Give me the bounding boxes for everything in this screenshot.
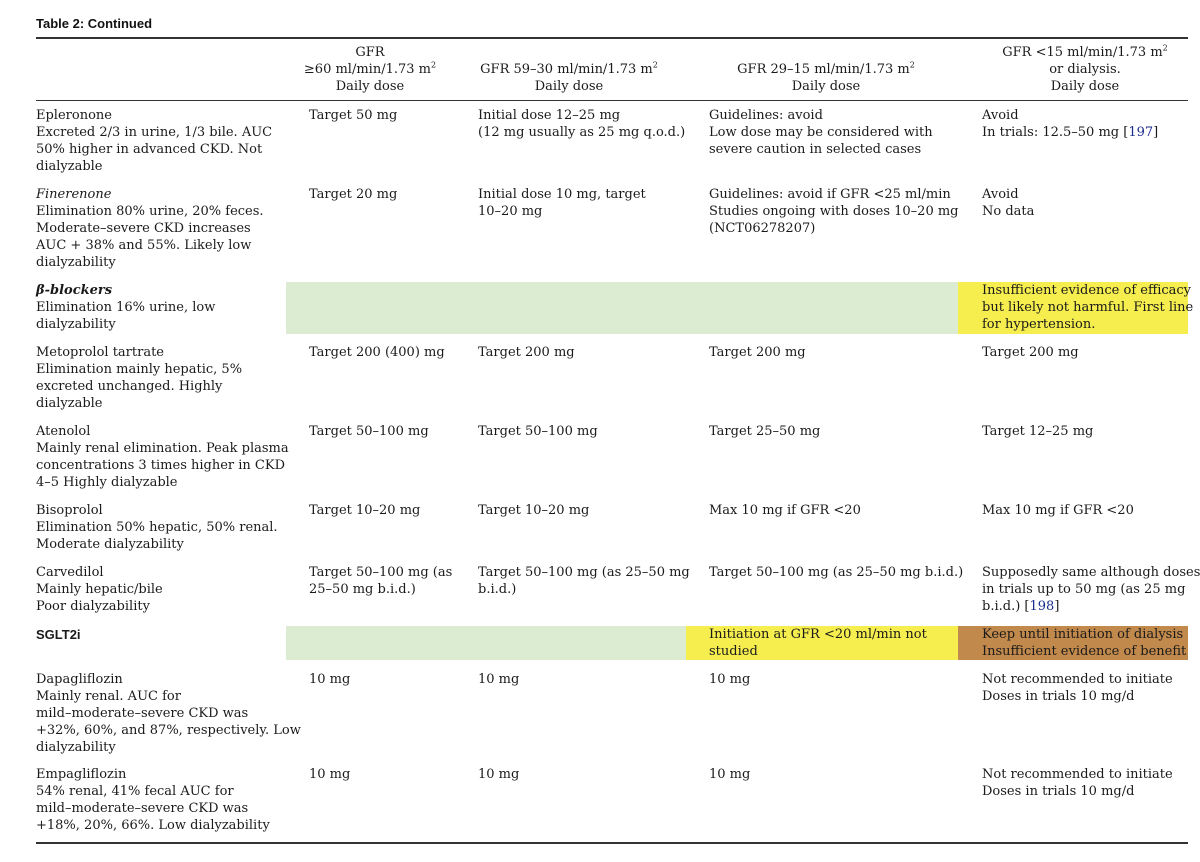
dose-line: Avoid: [982, 108, 1019, 123]
reference-link-197[interactable]: 197: [1128, 125, 1154, 140]
dose-line: b.i.d.): [478, 582, 517, 597]
note-line: Initiation at GFR <20 ml/min not: [709, 627, 927, 642]
dose-line: severe caution in selected cases: [709, 142, 922, 157]
dose-line-with-ref: b.i.d.) [198]: [982, 599, 1060, 614]
drug-desc-line: dialyzable: [36, 396, 103, 411]
header-gfr-15-line1: GFR <15 ml/min/1.73 $m^2$: [1002, 43, 1168, 60]
bisoprolol-gfr59-30-dose: [478, 502, 589, 519]
dose-line: Low dose may be considered with: [709, 125, 933, 140]
dose-line: Target 50–100 mg: [309, 424, 429, 439]
dose-line: Target 200 (400) mg: [309, 345, 445, 360]
dose-line: Target 12–25 mg: [982, 424, 1094, 439]
dose-line: 10 mg: [309, 672, 351, 687]
reference-link-198[interactable]: 198: [1029, 599, 1055, 614]
drug-desc-line: dialyzability: [36, 317, 116, 332]
dose-line: Target 25–50 mg: [709, 424, 821, 439]
finerenone-gfr59-30-dose: [478, 186, 646, 220]
eplerenone-gfr60-dose: [309, 107, 397, 124]
dose-line: Target 20 mg: [309, 187, 398, 202]
drug-desc-line: mild–moderate–severe CKD was: [36, 801, 249, 816]
drug-desc-line: dialyzable: [36, 159, 103, 174]
note-line: for hypertension.: [982, 317, 1096, 332]
bisoprolol-gfr15-dose: [982, 502, 1134, 519]
drug-desc-line: Mainly renal elimination. Peak plasma: [36, 441, 289, 456]
dose-line: No data: [982, 204, 1035, 219]
dose-line: Max 10 mg if GFR <20: [709, 503, 861, 518]
drug-desc-line: mild–moderate–severe CKD was: [36, 706, 249, 721]
metoprolol-gfr59-30-dose: [478, 344, 575, 361]
drug-desc-line: 4–5 Highly dialyzable: [36, 475, 178, 490]
drug-desc-line: Excreted 2/3 in urine, 1/3 bile. AUC: [36, 125, 273, 140]
dose-line: Target 50–100 mg: [478, 424, 598, 439]
atenolol-gfr15-dose: [982, 423, 1093, 440]
header-gfr-59-30-line2: Daily dose: [534, 79, 604, 94]
dose-line: Target 10–20 mg: [309, 503, 421, 518]
drug-desc-line: Moderate dialyzability: [36, 537, 184, 552]
dose-line: Target 50 mg: [309, 108, 398, 123]
header-gfr-60: [285, 44, 455, 95]
eplerenone-gfr59-30-dose: [478, 107, 685, 141]
carvedilol-gfr15-dose: [982, 564, 1200, 615]
finerenone-gfr29-15-dose: [709, 186, 959, 237]
table-row-beta-blockers-drug: [36, 282, 215, 333]
atenolol-gfr29-15-dose: [709, 423, 820, 440]
sglt2i-gfr29-15-note: [709, 626, 927, 660]
header-gfr-29-15-line2: Daily dose: [791, 79, 861, 94]
dose-line: Target 200 mg: [478, 345, 575, 360]
note-line: studied: [709, 644, 758, 659]
header-gfr-15-line2: or dialysis.: [1049, 62, 1121, 77]
table-row-sglt2i-drug: [36, 626, 81, 643]
dose-line: Not recommended to initiate: [982, 767, 1173, 782]
drug-class-name: SGLT2i: [36, 627, 81, 642]
dose-line: Guidelines: avoid: [709, 108, 823, 123]
drug-desc-line: Moderate–severe CKD increases: [36, 221, 251, 236]
dose-line: 25–50 mg b.i.d.): [309, 582, 416, 597]
drug-name: Finerenone: [36, 187, 112, 202]
dose-line: Target 50–100 mg (as 25–50 mg: [478, 565, 690, 580]
drug-desc-line: 54% renal, 41% fecal AUC for: [36, 784, 234, 799]
dose-line: Max 10 mg if GFR <20: [982, 503, 1134, 518]
dapagliflozin-gfr29-15-dose: [709, 671, 750, 688]
dose-line: Initial dose 10 mg, target: [478, 187, 646, 202]
eplerenone-gfr15-dose: [982, 107, 1158, 141]
header-gfr-15-line3: Daily dose: [1050, 79, 1120, 94]
dose-line: 10–20 mg: [478, 204, 543, 219]
drug-desc-line: Elimination mainly hepatic, 5%: [36, 362, 243, 377]
drug-desc-line: Poor dialyzability: [36, 599, 150, 614]
note-line: Insufficient evidence of efficacy: [982, 283, 1192, 298]
drug-desc-line: dialyzability: [36, 255, 116, 270]
note-line: but likely not harmful. First line: [982, 300, 1194, 315]
dapagliflozin-gfr59-30-dose: [478, 671, 519, 688]
carvedilol-gfr29-15-dose: [709, 564, 963, 581]
header-gfr-29-15-line1: GFR 29–15 ml/min/1.73 $m^2$: [737, 60, 915, 77]
dose-line: 10 mg: [478, 672, 520, 687]
table-row-atenolol-drug: [36, 423, 289, 491]
note-line: Keep until initiation of dialysis: [982, 627, 1184, 642]
header-gfr-60-line2: ≥60 ml/min/1.73 $m^2$: [303, 60, 437, 77]
dose-line: 10 mg: [709, 672, 751, 687]
metoprolol-gfr29-15-dose: [709, 344, 806, 361]
empagliflozin-gfr60-dose: [309, 766, 350, 783]
metoprolol-gfr60-dose: [309, 344, 445, 361]
drug-name: Atenolol: [36, 424, 91, 439]
dose-line: Target 50–100 mg (as: [309, 565, 453, 580]
dose-line: Doses in trials 10 mg/d: [982, 689, 1135, 704]
finerenone-gfr15-dose: [982, 186, 1034, 220]
empagliflozin-gfr59-30-dose: [478, 766, 519, 783]
drug-name: Epleronone: [36, 108, 112, 123]
sglt2i-gfr15-note: [982, 626, 1186, 660]
dose-line: Initial dose 12–25 mg: [478, 108, 621, 123]
table-row-carvedilol-drug: [36, 564, 163, 615]
drug-name: Dapagliflozin: [36, 672, 123, 687]
drug-desc-line: Mainly renal. AUC for: [36, 689, 181, 704]
drug-desc-line: Elimination 16% urine, low: [36, 300, 216, 315]
dose-line: Guidelines: avoid if GFR <25 ml/min: [709, 187, 951, 202]
empagliflozin-gfr29-15-dose: [709, 766, 750, 783]
table-top-rule: [36, 37, 1188, 39]
drug-desc-line: AUC + 38% and 55%. Likely low: [36, 238, 252, 253]
dose-line: Target 200 mg: [982, 345, 1079, 360]
atenolol-gfr60-dose: [309, 423, 429, 440]
drug-desc-line: concentrations 3 times higher in CKD: [36, 458, 286, 473]
drug-name: Bisoprolol: [36, 503, 103, 518]
dose-line: Target 50–100 mg (as 25–50 mg b.i.d.): [709, 565, 964, 580]
table-row-dapagliflozin-drug: [36, 671, 301, 756]
drug-desc-line: +18%, 20%, 66%. Low dialyzability: [36, 818, 270, 833]
dose-line: 10 mg: [478, 767, 520, 782]
finerenone-gfr60-dose: [309, 186, 397, 203]
header-gfr-60-line3: Daily dose: [335, 79, 405, 94]
table-row-bisoprolol-drug: [36, 502, 278, 553]
dose-line: Supposedly same although doses: [982, 565, 1200, 580]
drug-desc-line: 50% higher in advanced CKD. Not: [36, 142, 263, 157]
table-row-empagliflozin-drug: [36, 766, 270, 834]
dose-line: in trials up to 50 mg (as 25 mg: [982, 582, 1186, 597]
beta-blockers-green-band: [286, 282, 958, 334]
eplerenone-gfr29-15-dose: [709, 107, 933, 158]
sglt2i-green-band: [286, 626, 686, 660]
carvedilol-gfr60-dose: [309, 564, 452, 598]
note-line: Insufficient evidence of benefit: [982, 644, 1187, 659]
dose-line: (12 mg usually as 25 mg q.o.d.): [478, 125, 686, 140]
table-row-eplerenone-drug: [36, 107, 272, 175]
drug-desc-line: Mainly hepatic/bile: [36, 582, 163, 597]
dapagliflozin-gfr15-dose: [982, 671, 1173, 705]
table-row-finerenone-drug: [36, 186, 264, 271]
dose-line: Avoid: [982, 187, 1019, 202]
header-gfr-29-15: [690, 61, 962, 95]
dose-line: Doses in trials 10 mg/d: [982, 784, 1135, 799]
drug-name: Empagliflozin: [36, 767, 127, 782]
metoprolol-gfr15-dose: [982, 344, 1079, 361]
dapagliflozin-gfr60-dose: [309, 671, 350, 688]
bisoprolol-gfr60-dose: [309, 502, 420, 519]
header-gfr-15-dialysis: [970, 44, 1200, 95]
dose-line: Not recommended to initiate: [982, 672, 1173, 687]
dose-line: 10 mg: [709, 767, 751, 782]
dose-line: Studies ongoing with doses 10–20 mg: [709, 204, 959, 219]
dose-line-with-ref: In trials: 12.5–50 mg [197]: [982, 125, 1159, 140]
header-bottom-rule: [36, 100, 1188, 101]
drug-name: Metoprolol tartrate: [36, 345, 164, 360]
header-gfr-59-30: [458, 61, 680, 95]
carvedilol-gfr59-30-dose: [478, 564, 690, 598]
drug-desc-line: Elimination 80% urine, 20% feces.: [36, 204, 264, 219]
bisoprolol-gfr29-15-dose: [709, 502, 861, 519]
table-caption: Table 2: Continued: [36, 16, 153, 31]
drug-desc-line: dialyzability: [36, 740, 116, 755]
header-gfr-59-30-line1: GFR 59–30 ml/min/1.73 $m^2$: [480, 60, 658, 77]
drug-desc-line: +32%, 60%, and 87%, respectively. Low: [36, 723, 301, 738]
drug-desc-line: excreted unchanged. Highly: [36, 379, 223, 394]
dose-line: Target 10–20 mg: [478, 503, 590, 518]
beta-blockers-gfr15-note: [982, 282, 1193, 333]
drug-class-name: β-blockers: [36, 283, 113, 298]
drug-name: Carvedilol: [36, 565, 104, 580]
table-row-metoprolol-drug: [36, 344, 242, 412]
atenolol-gfr59-30-dose: [478, 423, 598, 440]
drug-desc-line: Elimination 50% hepatic, 50% renal.: [36, 520, 278, 535]
header-gfr-60-line1: GFR: [355, 45, 385, 60]
empagliflozin-gfr15-dose: [982, 766, 1173, 800]
table-bottom-rule: [36, 842, 1188, 844]
dose-line: (NCT06278207): [709, 221, 816, 236]
dose-line: Target 200 mg: [709, 345, 806, 360]
dose-line: 10 mg: [309, 767, 351, 782]
